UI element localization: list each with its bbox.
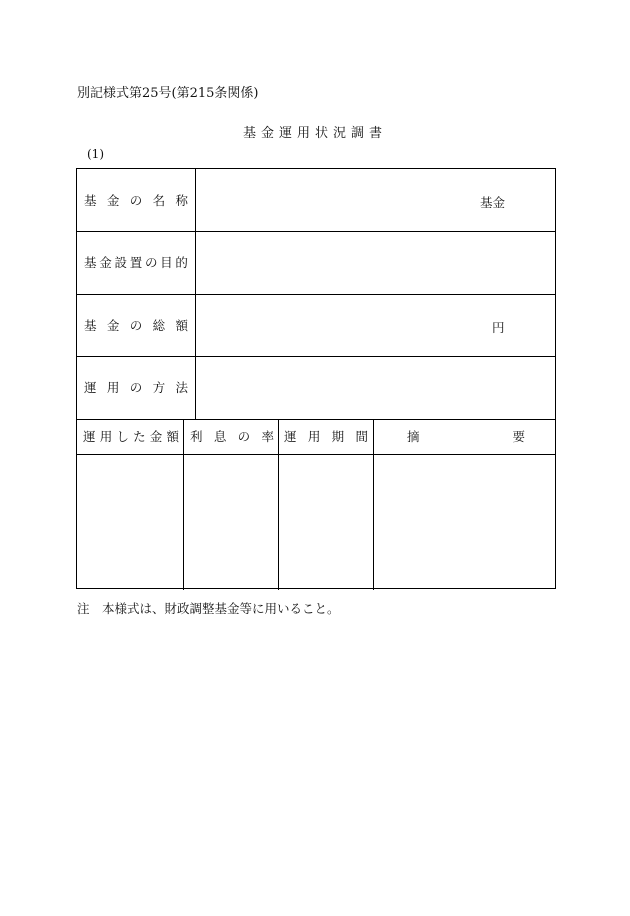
col-header-period: 運 用 期 間 <box>284 429 368 444</box>
row-divider <box>77 419 555 420</box>
col-header-interest-rate: 利 息 の 率 <box>190 429 274 444</box>
row-divider <box>77 356 555 357</box>
row-divider <box>77 294 555 295</box>
col-header-amount: 運 用 し た 金 額 <box>83 429 179 444</box>
form-number-header: 別記様式第25号(第215条関係) <box>77 86 259 101</box>
fund-name-suffix: 基金 <box>480 195 506 210</box>
label-column-divider <box>195 169 196 419</box>
fund-purpose-label: 基 金 設 置 の 目 的 <box>84 255 188 270</box>
row-divider <box>77 454 555 455</box>
row-divider <box>77 231 555 232</box>
column-divider <box>373 419 374 590</box>
column-divider <box>278 419 279 590</box>
fund-total-unit: 円 <box>492 320 505 335</box>
fund-name-label: 基 金 の 名 称 <box>84 193 188 208</box>
fund-total-label: 基 金 の 総 額 <box>84 318 188 333</box>
document-title: 基金運用状況調書 <box>242 126 387 141</box>
column-divider <box>183 419 184 590</box>
col-header-remarks: 摘 要 <box>407 429 525 444</box>
footnote: 注 本様式は、財政調整基金等に用いること。 <box>77 601 340 616</box>
operation-method-label: 運 用 の 方 法 <box>84 380 188 395</box>
fund-status-form <box>76 168 556 589</box>
page-subtitle: (1) <box>87 147 104 161</box>
